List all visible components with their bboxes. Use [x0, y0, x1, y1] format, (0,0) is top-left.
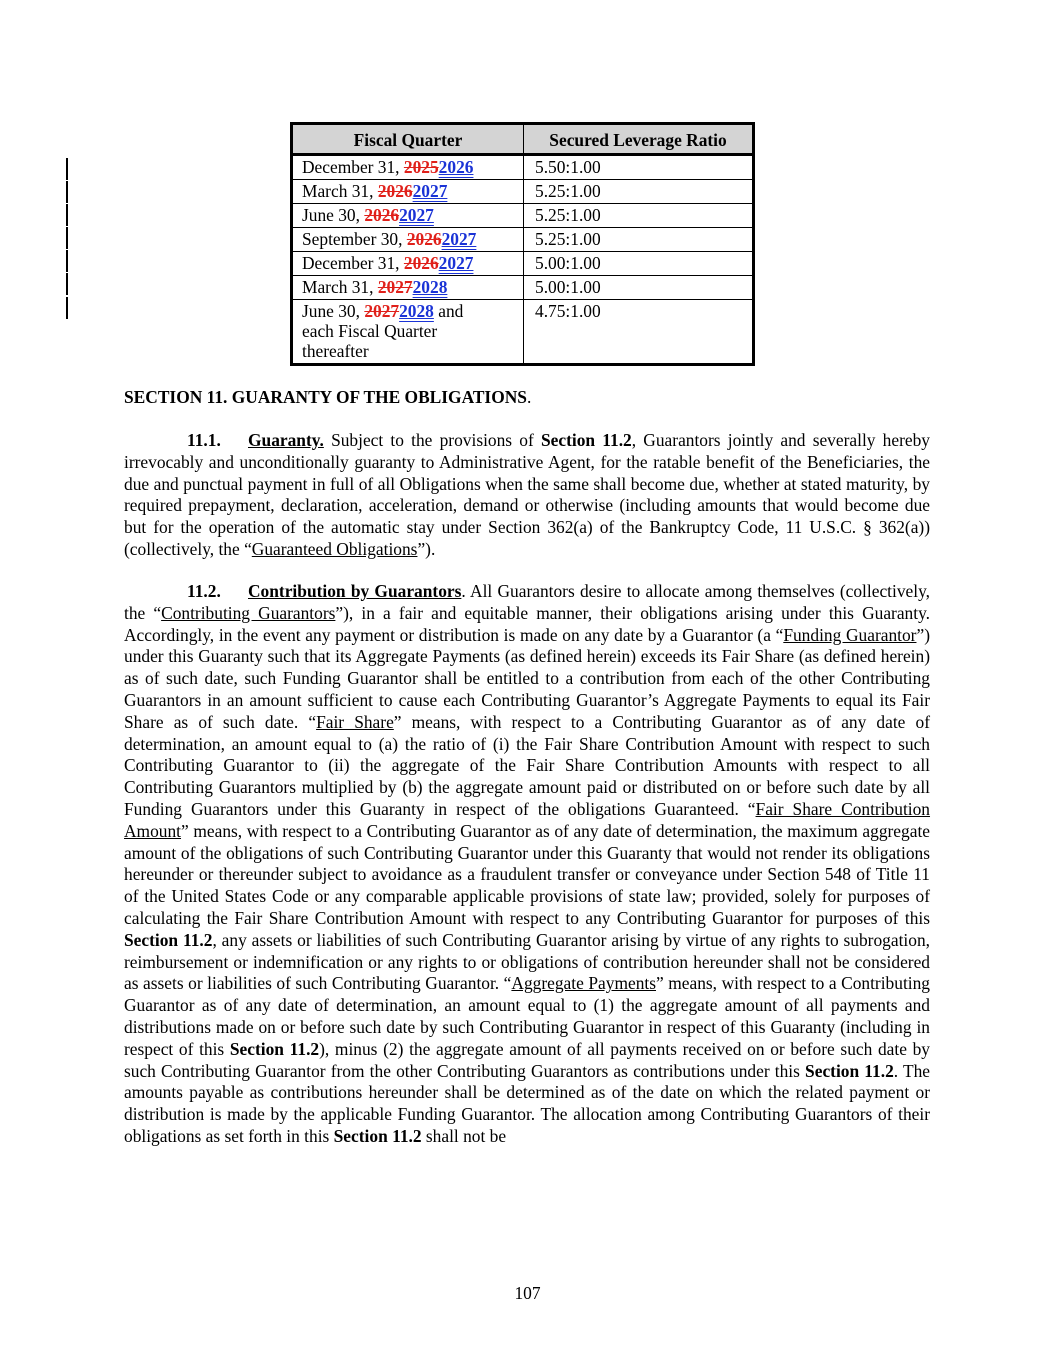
defined-term: Funding Guarantor: [783, 624, 917, 645]
table-row: [292, 276, 754, 300]
section-reference: Section 11.2: [805, 1060, 894, 1081]
paragraph-11-2: 11.2. Contribution by Guarantors. All Guarantors desire to allocate among themselves (collectively, the “Contributing Guarantors”), in a fair and equitable manner, their obligations arising under this Guaranty. Accordingly, in the event any payment or distribution is made on any date by a Guarantor (a “Funding Guarantor”) under this Guaranty such that its Aggregate Payments (as defined herein) exceeds its Fair Share (as defined herein) as of such date, such Funding Guarantor shall be entitled to a contribution from each of the other Contributing Guarantors in an amount sufficient to cause each Contributing Guarantor’s Aggregate Payments to equal its Fair Share as of such date. “Fair Share” means, with respect to a Contributing Guarantor as of any date of determination, an amount equal to (a) the ratio of (i) the Fair Share Contribution Amount with respect to such Contributing Guarantor to (ii) the aggregate of the Fair Share Contribution Amounts with respect to all Contributing Guarantors multiplied by (b) the aggregate amount paid or distributed on or before such date by all Funding Guarantors under this Guaranty in respect of the obligations Guaranteed. “Fair Share Contribution Amount” means, with respect to a Contributing Guarantor as of any date of determination, the maximum aggregate amount of the obligations of such Contributing Guarantor under this Guaranty that would not render its obligations hereunder or thereunder subject to avoidance as a fraudulent transfer or conveyance under Section 548 of Title 11 of the United States Code or any comparable applicable provisions of state law; provided, solely for purposes of calculating the Fair Share Contribution Amount with respect to any Contributing Guarantor for purposes of this Section 11.2, any assets or liabilities of such Contributing Guarantor arising by virtue of any rights to subrogation, reimbursement or indemnification or any rights to or obligations of contribution hereunder shall not be considered as assets or liabilities of such Contributing Guarantor. “Aggregate Payments” means, with respect to a Contributing Guarantor as of any date of determination, an amount equal to (1) the aggregate amount of all payments and distributions made on or before such date by such Contributing Guarantor in respect of this Guaranty (including in respect of this Section 11.2), minus (2) the aggregate amount of all payments received on or before such date by such Contributing Guarantor from the other Contributing Guarantors as contributions under this Section 11.2. The amounts payable as contributions hereunder shall be determined as of the date on which the related payment or distribution is made by the applicable Funding Guarantor. The allocation among Contributing Guarantors of their obligations as set forth in this Section 11.2 shall not be: [124, 581, 931, 1146]
change-bar: [66, 297, 68, 319]
change-bar: [66, 273, 68, 295]
deleted-year: 2027: [377, 277, 413, 297]
ratio-cell: 5.25:1.00: [524, 180, 754, 204]
ratio-cell: 4.75:1.00: [524, 300, 754, 365]
defined-term: Fair Share: [316, 711, 394, 732]
section-reference: Section 11.2: [333, 1125, 422, 1146]
ratio-cell: 5.00:1.00: [524, 252, 754, 276]
fiscal-quarter-cell: March 31, 20262027: [292, 180, 524, 204]
deleted-year: 2026: [406, 229, 442, 249]
change-bar: [66, 250, 68, 272]
fiscal-quarter-cell: December 31, 20262027: [292, 252, 524, 276]
section-reference: Section 11.2: [229, 1038, 320, 1059]
table-row: [292, 155, 754, 180]
section-title: Contribution by Guarantors: [248, 581, 462, 601]
inserted-year: 2026: [438, 157, 474, 177]
table-row: [292, 180, 754, 204]
leverage-ratio-table: [290, 122, 755, 366]
ratio-cell: 5.25:1.00: [524, 228, 754, 252]
inserted-year: 2027: [399, 205, 434, 225]
table-header-row: [292, 124, 754, 155]
fiscal-quarter-cell: June 30, 20262027: [292, 204, 524, 228]
deleted-year: 2027: [364, 301, 400, 321]
defined-term: Aggregate Payments: [511, 973, 656, 994]
defined-term: Guaranteed Obligations: [251, 538, 418, 559]
inserted-year: 2027: [412, 181, 448, 201]
section-reference: Section 11.2: [540, 430, 632, 450]
deleted-year: 2025: [403, 157, 439, 177]
fiscal-quarter-cell: March 31, 20272028: [292, 276, 524, 300]
change-bar: [66, 204, 68, 226]
inserted-year: 2028: [412, 277, 448, 297]
section-heading: SECTION 11. GUARANTY OF THE OBLIGATIONS.: [124, 387, 532, 407]
table-row: [292, 204, 754, 228]
deleted-year: 2026: [364, 205, 400, 225]
section-number: 11.2.: [187, 581, 221, 601]
inserted-year: 2028: [399, 301, 434, 321]
deleted-year: 2026: [403, 253, 439, 273]
section-reference: Section 11.2: [124, 929, 213, 950]
section-title: Guaranty.: [248, 430, 324, 450]
section-number: 11.1.: [187, 430, 221, 450]
change-bar: [66, 158, 68, 180]
column-header-secured-leverage-ratio: Secured Leverage Ratio: [524, 124, 754, 155]
fiscal-quarter-cell: September 30, 20262027: [292, 228, 524, 252]
fiscal-quarter-cell: June 30, 20272028 and each Fiscal Quarter thereafter: [292, 300, 524, 365]
fiscal-quarter-cell: December 31, 20252026: [292, 155, 524, 180]
change-bar: [66, 181, 68, 203]
change-bar: [66, 227, 68, 249]
table-row: [292, 252, 754, 276]
defined-term: Contributing Guarantors: [161, 602, 336, 623]
inserted-year: 2027: [438, 253, 474, 273]
paragraph-11-1: 11.1. Guaranty. Subject to the provisions of Section 11.2, Guarantors jointly and severally hereby irrevocably and unconditionally guaranty to Administrative Agent, for the ratable benefit of the Beneficiaries, the due and punctual payment in full of all Obligations when the same shall become due, whether at stated maturity, by required prepayment, declaration, acceleration, demand or otherwise (including amounts that would become due but for the operation of the automatic stay under Section 362(a) of the Bankruptcy Code, 11 U.S.C. § 362(a)) (collectively, the “Guaranteed Obligations”).: [124, 430, 930, 559]
ratio-cell: 5.25:1.00: [524, 204, 754, 228]
column-header-fiscal-quarter: Fiscal Quarter: [292, 124, 524, 155]
table-row: [292, 300, 754, 365]
ratio-cell: 5.00:1.00: [524, 276, 754, 300]
ratio-cell: 5.50:1.00: [524, 155, 754, 180]
defined-term: Fair Share Contribution Amount: [124, 798, 931, 841]
deleted-year: 2026: [377, 181, 413, 201]
table-row: [292, 228, 754, 252]
inserted-year: 2027: [441, 229, 477, 249]
page-number: 107: [514, 1283, 541, 1303]
